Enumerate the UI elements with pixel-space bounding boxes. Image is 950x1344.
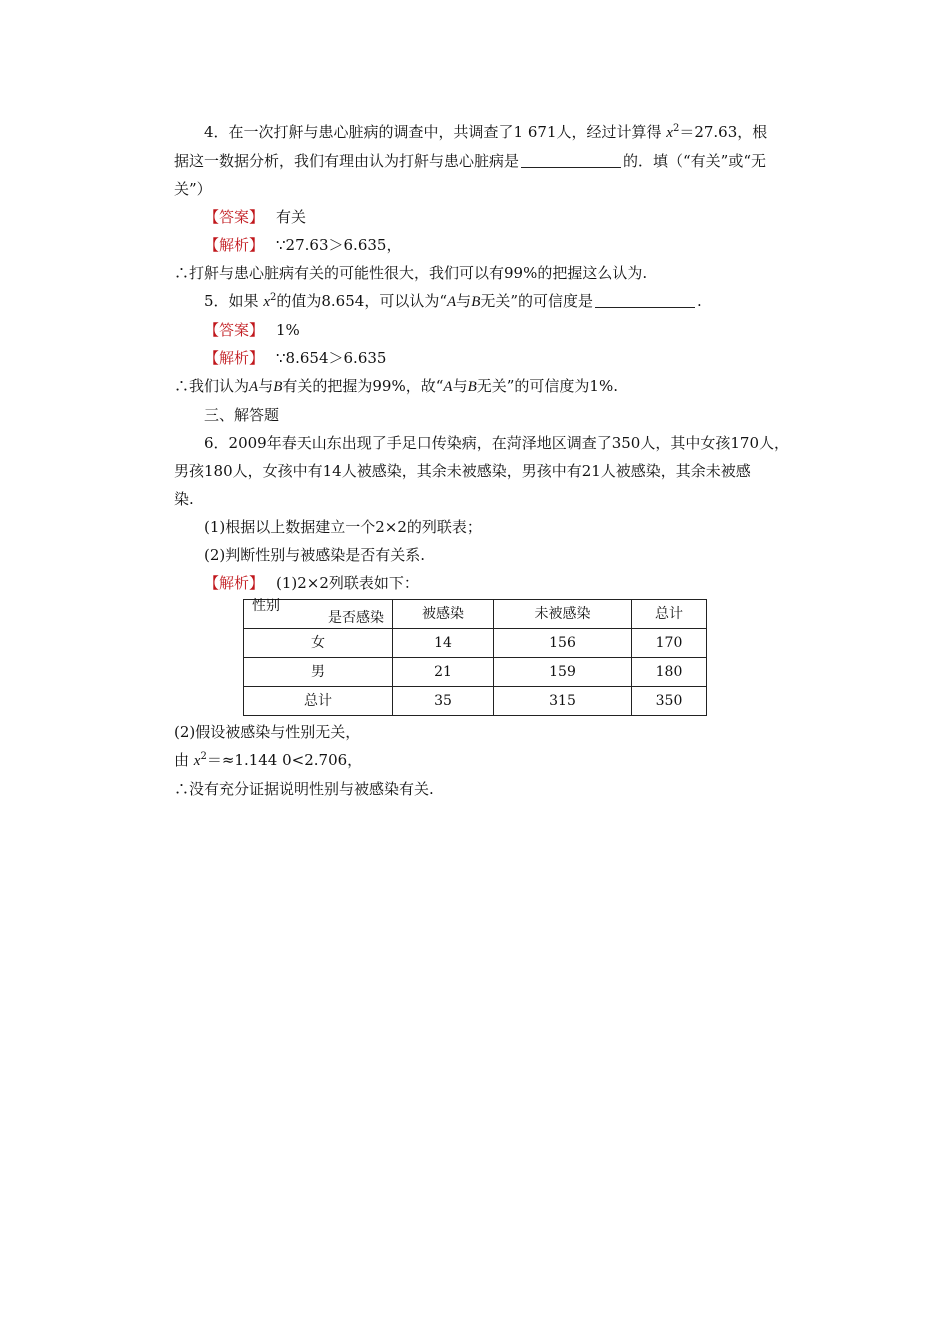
q6-line-1: 6．2009年春天山东出现了手足口传染病，在菏泽地区调查了350人，其中女孩170人， (204, 434, 789, 452)
q5-conclusion (174, 372, 804, 401)
q4-text: 4．在一次打鼾与患心脏病的调查中，共调查了1 671人，经过计算得 (204, 123, 662, 141)
event-b: B (471, 294, 481, 310)
answer-label: 【答案】 (204, 321, 265, 339)
analysis-text: ∵8.654＞6.635 (276, 349, 387, 367)
event-a: A (249, 379, 259, 395)
table-row (244, 658, 707, 687)
event-a: A (443, 379, 453, 395)
q4-conclusion: ∴打鼾与患心脏病有关的可能性很大，我们可以有99%的把握这么认为. (174, 264, 648, 282)
q5-text: 与 (452, 377, 468, 395)
table-corner-cell (244, 600, 393, 629)
table-header-cell: 未被感染 (494, 600, 632, 629)
table-row (244, 629, 707, 658)
event-a: A (447, 294, 457, 310)
q4-text: 据这一数据分析，我们有理由认为打鼾与患心脏病是 (174, 152, 520, 170)
table-cell: 14 (393, 629, 494, 658)
q4-analysis (174, 231, 804, 259)
q6-step2-line-2 (174, 746, 804, 775)
table-cell: 315 (494, 687, 632, 716)
q4-text: ＝27.63，根 (679, 123, 768, 141)
q6-text: ＝≈1.144 0<2.706， (206, 751, 363, 769)
table-row-label: 女 (244, 629, 393, 658)
table-header-cell: 总计 (632, 600, 707, 629)
contingency-table (243, 599, 707, 716)
table-header-cell: 被感染 (393, 600, 494, 629)
q5-text: 与 (258, 377, 274, 395)
answer-blank (595, 291, 695, 308)
chi-exponent: 2 (672, 123, 680, 134)
chi-symbol: x (263, 294, 270, 310)
table-header-row (244, 600, 707, 629)
analysis-text: ∵27.63＞6.635， (276, 236, 402, 254)
corner-bottom-label: 性别 (252, 598, 280, 614)
chi-symbol: x (666, 125, 673, 141)
corner-top-label: 是否感染 (328, 610, 384, 626)
analysis-label: 【解析】 (204, 349, 265, 367)
q6-part-1: (1)根据以上数据建立一个2×2的列联表； (204, 518, 482, 536)
event-b: B (273, 379, 283, 395)
answer-text: 有关 (276, 208, 307, 226)
document-content (174, 118, 804, 803)
q5-text: 无关”的可信度是 (480, 292, 594, 310)
table-cell: 21 (393, 658, 494, 687)
analysis-label: 【解析】 (204, 574, 265, 592)
table-cell: 350 (632, 687, 707, 716)
answer-text: 1% (276, 321, 300, 339)
q4-line-2 (174, 147, 804, 175)
q5-question (174, 287, 804, 316)
answer-label: 【答案】 (204, 208, 265, 226)
table-cell: 180 (632, 658, 707, 687)
table-row-label: 总计 (244, 687, 393, 716)
table-cell: 159 (494, 658, 632, 687)
chi-exponent: 2 (200, 751, 207, 762)
q6-step2-line-1: (2)假设被感染与性别无关， (174, 723, 361, 741)
table-cell: 35 (393, 687, 494, 716)
q4-answer (174, 203, 804, 231)
table-row-label: 男 (244, 658, 393, 687)
q6-text: 由 (174, 751, 190, 769)
q6-conclusion: ∴没有充分证据说明性别与被感染有关. (174, 780, 434, 798)
q6-line-3: 染. (174, 490, 194, 508)
q5-text: ∴我们认为 (174, 377, 250, 395)
q5-text: . (697, 292, 702, 310)
analysis-text: (1)2×2列联表如下： (276, 574, 419, 592)
q5-text: 与 (456, 292, 472, 310)
section-heading: 三、解答题 (204, 406, 280, 424)
chi-exponent: 2 (270, 292, 277, 303)
q4-text: 的．填（“有关”或“无 (623, 152, 767, 170)
chi-symbol: x (193, 753, 201, 769)
event-b: B (467, 379, 477, 395)
q5-text: 的值为8.654，可以认为“ (276, 292, 447, 310)
q5-text: 有关的把握为99%，故“ (282, 377, 444, 395)
q5-text: 5．如果 (204, 292, 259, 310)
answer-blank (521, 151, 621, 168)
q6-line-2: 男孩180人，女孩中有14人被感染，其余未被感染，男孩中有21人被感染，其余未被感 (174, 462, 751, 480)
q5-answer (174, 316, 804, 344)
table-row (244, 687, 707, 716)
table-cell: 170 (632, 629, 707, 658)
q6-part-2: (2)判断性别与被感染是否有关系. (204, 546, 426, 564)
q5-text: 无关”的可信度为1%. (476, 377, 618, 395)
q4-line-3: 关”） (174, 180, 212, 198)
q4-line-1 (174, 118, 804, 147)
q5-analysis (174, 344, 804, 372)
analysis-label: 【解析】 (204, 236, 265, 254)
table-cell: 156 (494, 629, 632, 658)
